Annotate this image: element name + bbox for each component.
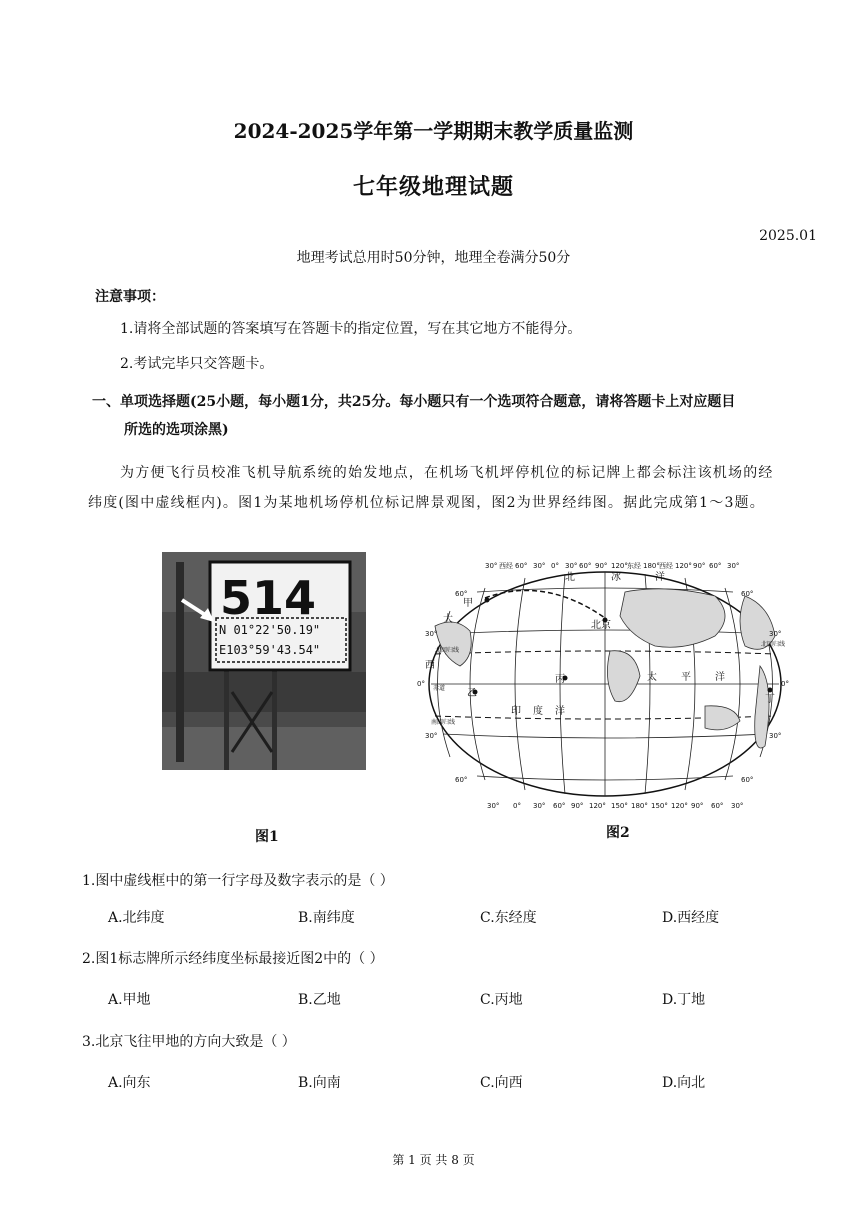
section-line-1: 一、单项选择题(25小题，每小题1分，共25分。每小题只有一个选项符合题意，请将答题卡上对应题目 <box>92 394 736 410</box>
tropic-label: 北回归线 <box>435 647 460 654</box>
tropic-label: 南回归线 <box>431 719 456 726</box>
equator-label: 赤道 <box>433 685 446 692</box>
top-tick: 180° <box>643 562 660 570</box>
q2-option-c[interactable]: C.丙地 <box>480 992 523 1008</box>
bottom-tick: 30° <box>487 802 500 810</box>
figure2-world-map <box>415 556 795 814</box>
reading-passage: 为方便飞行员校准飞机导航系统的始发地点，在机场飞机坪停机位的标记牌上都会标注该机场的经纬度(图中虚线框内)。图1为某地机场停机位标记牌景观图，图2为世界经纬图。据此完成第1～3题。 <box>88 465 774 511</box>
section-heading <box>92 388 792 444</box>
place-jia: 甲 <box>463 598 473 609</box>
q2-option-b[interactable]: B.乙地 <box>298 992 341 1008</box>
top-tick: 30° <box>485 562 498 570</box>
q1-option-c[interactable]: C.东经度 <box>480 910 537 926</box>
bottom-tick: 90° <box>691 802 704 810</box>
q3-option-d[interactable]: D.向北 <box>662 1075 706 1091</box>
question-2-stem: 2.图1标志牌所示经纬度坐标最接近图2中的（ ） <box>82 951 384 967</box>
lat-label: 60° <box>741 590 754 598</box>
ocean-char: 洋 <box>555 706 565 717</box>
ocean-char: 西 <box>425 660 435 671</box>
lat-label: 0° <box>781 680 789 688</box>
place-bing: 丙 <box>555 674 565 685</box>
ocean-char: 北 <box>565 572 575 583</box>
lat-label: 60° <box>455 776 468 784</box>
ocean-char: 太 <box>647 672 657 683</box>
tropic-label: 北回归线 <box>761 641 786 648</box>
top-tick: 西经 <box>499 562 513 570</box>
q2-option-a[interactable]: A.甲地 <box>108 992 151 1008</box>
lat-label: 0° <box>417 680 425 688</box>
ocean-char: 度 <box>533 706 543 717</box>
ocean-char: 洋 <box>655 572 665 583</box>
sign-latitude: N 01°22'50.19" <box>219 623 321 637</box>
top-tick: 60° <box>579 562 592 570</box>
top-tick: 30° <box>533 562 546 570</box>
place-yi: 乙 <box>467 688 477 699</box>
lat-label: 60° <box>455 590 468 598</box>
ocean-char: 平 <box>681 672 691 683</box>
top-tick: 0° <box>551 562 559 570</box>
bottom-tick: 150° <box>611 802 628 810</box>
q1-option-b[interactable]: B.南纬度 <box>298 910 355 926</box>
exam-date: 2025.01 <box>759 228 817 244</box>
place-beijing: 北京 <box>591 620 611 631</box>
top-tick: 30° <box>565 562 578 570</box>
lat-label: 60° <box>741 776 754 784</box>
ocean-char: 冰 <box>611 572 621 583</box>
top-tick: 90° <box>595 562 608 570</box>
ocean-char: 印 <box>511 706 521 717</box>
top-tick: 60° <box>515 562 528 570</box>
lat-label: 30° <box>769 630 782 638</box>
notice-item-2: 2.考试完毕只交答题卡。 <box>120 356 274 372</box>
bottom-tick: 120° <box>589 802 606 810</box>
notice-heading: 注意事项： <box>95 289 165 305</box>
q2-option-d[interactable]: D.丁地 <box>662 992 706 1008</box>
bottom-tick: 120° <box>671 802 688 810</box>
top-tick: 120° <box>675 562 692 570</box>
q1-option-d[interactable]: D.西经度 <box>662 910 720 926</box>
lat-label: 30° <box>425 630 438 638</box>
question-3-stem: 3.北京飞往甲地的方向大致是（ ） <box>82 1034 296 1050</box>
bottom-tick: 60° <box>711 802 724 810</box>
lat-label: 30° <box>769 732 782 740</box>
top-tick: 西经 <box>659 562 673 570</box>
top-tick: 90° <box>693 562 706 570</box>
bottom-tick: 180° <box>631 802 648 810</box>
top-tick: 60° <box>709 562 722 570</box>
ocean-char: 大 <box>443 614 453 625</box>
ocean-char: 洋 <box>715 672 725 683</box>
sign-number: 514 <box>220 571 317 625</box>
question-1-stem: 1.图中虚线框中的第一行字母及数字表示的是（ ） <box>82 873 394 889</box>
bottom-tick: 30° <box>731 802 744 810</box>
q3-option-a[interactable]: A.向东 <box>108 1075 151 1091</box>
top-tick: 30° <box>727 562 740 570</box>
notice-item-1: 1.请将全部试题的答案填写在答题卡的指定位置，写在其它地方不能得分。 <box>120 321 582 337</box>
bottom-tick: 0° <box>513 802 521 810</box>
bottom-tick: 150° <box>651 802 668 810</box>
exam-subtitle: 七年级地理试题 <box>352 174 514 200</box>
figure1-photo <box>162 552 366 770</box>
bottom-tick: 30° <box>533 802 546 810</box>
bottom-tick: 90° <box>571 802 584 810</box>
bottom-tick: 60° <box>553 802 566 810</box>
top-tick: 120° <box>611 562 628 570</box>
exam-title: 2024-2025学年第一学期期末教学质量监测 <box>233 119 634 143</box>
section-line-2: 所选的选项涂黑) <box>124 422 229 438</box>
sign-longitude: E103°59'43.54" <box>219 643 321 657</box>
place-ding: 丁 <box>765 694 775 705</box>
exam-info: 地理考试总用时50分钟，地理全卷满分50分 <box>296 250 571 266</box>
lat-label: 30° <box>425 732 438 740</box>
q1-option-a[interactable]: A.北纬度 <box>108 910 165 926</box>
page-footer: 第 1 页 共 8 页 <box>392 1153 475 1167</box>
top-tick: 东经 <box>627 562 641 570</box>
figure1-caption: 图1 <box>255 829 279 845</box>
q3-option-c[interactable]: C.向西 <box>480 1075 523 1091</box>
figure2-caption: 图2 <box>606 825 630 841</box>
q3-option-b[interactable]: B.向南 <box>298 1075 341 1091</box>
